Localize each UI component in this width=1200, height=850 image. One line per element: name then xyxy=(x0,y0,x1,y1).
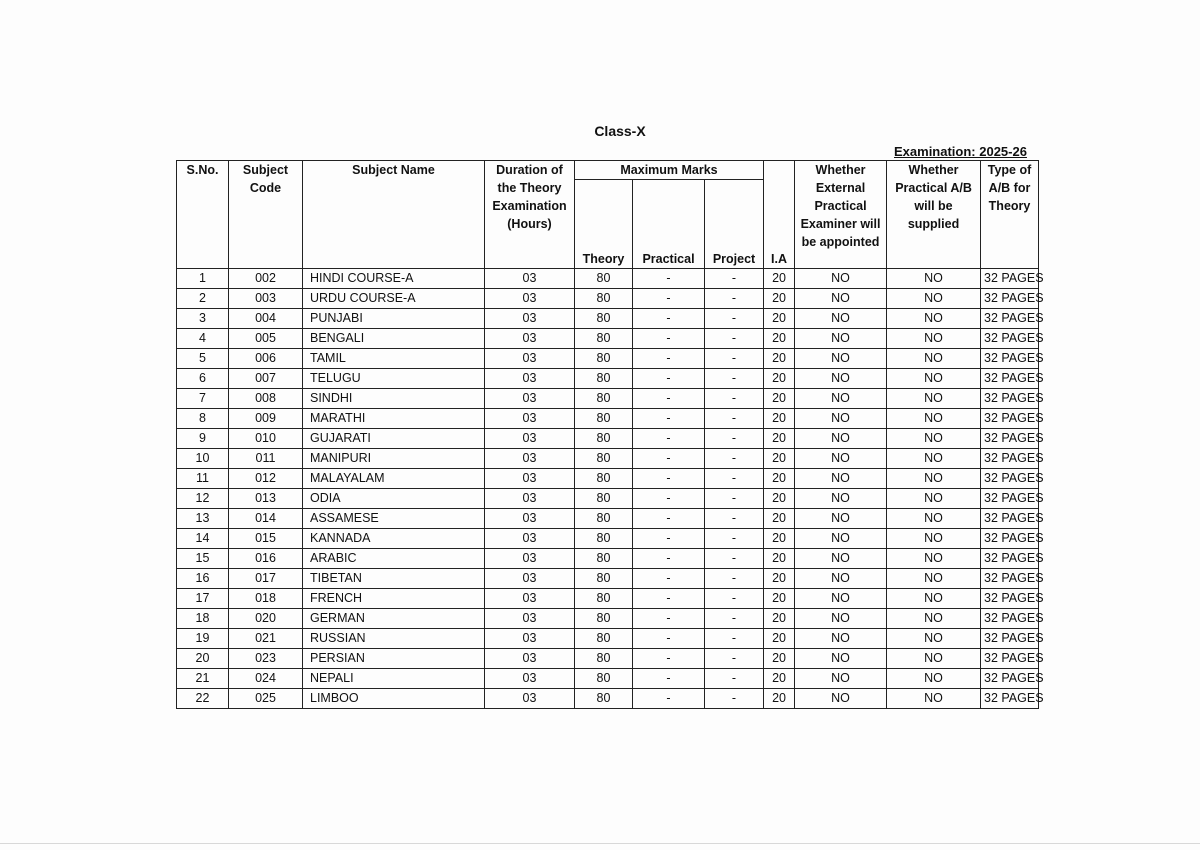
subject-name-cell: ASSAMESE xyxy=(303,509,485,529)
external-examiner-cell: NO xyxy=(795,349,887,369)
ab-type-cell: 32 PAGES xyxy=(981,369,1039,389)
subject-code-cell: 005 xyxy=(229,329,303,349)
external-examiner-cell: NO xyxy=(795,449,887,469)
table-row xyxy=(177,409,1039,429)
practical-ab-cell: NO xyxy=(887,609,981,629)
subject-name-cell: NEPALI xyxy=(303,669,485,689)
practical-marks-cell: - xyxy=(633,649,705,669)
external-examiner-cell: NO xyxy=(795,509,887,529)
table-row xyxy=(177,509,1039,529)
practical-marks-cell: - xyxy=(633,529,705,549)
external-examiner-cell: NO xyxy=(795,549,887,569)
practical-marks-cell: - xyxy=(633,609,705,629)
header-subject-name: Subject Name xyxy=(303,161,485,269)
header-sno: S.No. xyxy=(177,161,229,269)
practical-ab-cell: NO xyxy=(887,409,981,429)
practical-ab-cell: NO xyxy=(887,289,981,309)
project-marks-cell: - xyxy=(705,689,764,709)
subject-code-cell: 023 xyxy=(229,649,303,669)
practical-ab-cell: NO xyxy=(887,349,981,369)
ab-type-cell: 32 PAGES xyxy=(981,569,1039,589)
subject-name-cell: FRENCH xyxy=(303,589,485,609)
practical-marks-cell: - xyxy=(633,369,705,389)
project-marks-cell: - xyxy=(705,289,764,309)
theory-marks-cell: 80 xyxy=(575,469,633,489)
table-row xyxy=(177,689,1039,709)
subject-name-cell: GERMAN xyxy=(303,609,485,629)
project-marks-cell: - xyxy=(705,329,764,349)
ia-marks-cell: 20 xyxy=(764,529,795,549)
external-examiner-cell: NO xyxy=(795,629,887,649)
external-examiner-cell: NO xyxy=(795,609,887,629)
header-maximum-marks: Maximum Marks xyxy=(575,161,764,180)
sno-cell: 11 xyxy=(177,469,229,489)
ab-type-cell: 32 PAGES xyxy=(981,269,1039,289)
project-marks-cell: - xyxy=(705,529,764,549)
external-examiner-cell: NO xyxy=(795,289,887,309)
duration-cell: 03 xyxy=(485,649,575,669)
subject-code-cell: 007 xyxy=(229,369,303,389)
practical-marks-cell: - xyxy=(633,469,705,489)
ab-type-cell: 32 PAGES xyxy=(981,329,1039,349)
sno-cell: 4 xyxy=(177,329,229,349)
sno-cell: 12 xyxy=(177,489,229,509)
sno-cell: 13 xyxy=(177,509,229,529)
ab-type-cell: 32 PAGES xyxy=(981,589,1039,609)
header-duration: Duration of the Theory Examination (Hours) xyxy=(485,161,575,269)
duration-cell: 03 xyxy=(485,589,575,609)
ab-type-cell: 32 PAGES xyxy=(981,529,1039,549)
practical-marks-cell: - xyxy=(633,589,705,609)
table-row xyxy=(177,309,1039,329)
table-row xyxy=(177,289,1039,309)
subject-name-cell: URDU COURSE-A xyxy=(303,289,485,309)
table-row xyxy=(177,449,1039,469)
practical-marks-cell: - xyxy=(633,489,705,509)
sno-cell: 14 xyxy=(177,529,229,549)
practical-ab-cell: NO xyxy=(887,309,981,329)
practical-marks-cell: - xyxy=(633,549,705,569)
ia-marks-cell: 20 xyxy=(764,629,795,649)
ab-type-cell: 32 PAGES xyxy=(981,649,1039,669)
practical-marks-cell: - xyxy=(633,289,705,309)
theory-marks-cell: 80 xyxy=(575,269,633,289)
ab-type-cell: 32 PAGES xyxy=(981,469,1039,489)
duration-cell: 03 xyxy=(485,389,575,409)
project-marks-cell: - xyxy=(705,469,764,489)
ia-marks-cell: 20 xyxy=(764,589,795,609)
ia-marks-cell: 20 xyxy=(764,609,795,629)
subject-code-cell: 020 xyxy=(229,609,303,629)
theory-marks-cell: 80 xyxy=(575,449,633,469)
theory-marks-cell: 80 xyxy=(575,589,633,609)
external-examiner-cell: NO xyxy=(795,649,887,669)
sno-cell: 3 xyxy=(177,309,229,329)
project-marks-cell: - xyxy=(705,669,764,689)
theory-marks-cell: 80 xyxy=(575,289,633,309)
table-row xyxy=(177,389,1039,409)
duration-cell: 03 xyxy=(485,269,575,289)
practical-ab-cell: NO xyxy=(887,509,981,529)
project-marks-cell: - xyxy=(705,509,764,529)
practical-marks-cell: - xyxy=(633,349,705,369)
ia-marks-cell: 20 xyxy=(764,509,795,529)
theory-marks-cell: 80 xyxy=(575,669,633,689)
ia-marks-cell: 20 xyxy=(764,389,795,409)
duration-cell: 03 xyxy=(485,409,575,429)
sno-cell: 1 xyxy=(177,269,229,289)
project-marks-cell: - xyxy=(705,309,764,329)
table-row xyxy=(177,529,1039,549)
duration-cell: 03 xyxy=(485,509,575,529)
external-examiner-cell: NO xyxy=(795,689,887,709)
sno-cell: 5 xyxy=(177,349,229,369)
duration-cell: 03 xyxy=(485,529,575,549)
subject-code-cell: 018 xyxy=(229,589,303,609)
external-examiner-cell: NO xyxy=(795,489,887,509)
duration-cell: 03 xyxy=(485,569,575,589)
subject-code-cell: 021 xyxy=(229,629,303,649)
project-marks-cell: - xyxy=(705,589,764,609)
table-row xyxy=(177,369,1039,389)
project-marks-cell: - xyxy=(705,449,764,469)
practical-marks-cell: - xyxy=(633,409,705,429)
subject-code-cell: 004 xyxy=(229,309,303,329)
ab-type-cell: 32 PAGES xyxy=(981,669,1039,689)
table-row xyxy=(177,549,1039,569)
header-subject-code: Subject Code xyxy=(229,161,303,269)
external-examiner-cell: NO xyxy=(795,529,887,549)
practical-marks-cell: - xyxy=(633,389,705,409)
sno-cell: 19 xyxy=(177,629,229,649)
duration-cell: 03 xyxy=(485,289,575,309)
table-row xyxy=(177,629,1039,649)
ab-type-cell: 32 PAGES xyxy=(981,489,1039,509)
theory-marks-cell: 80 xyxy=(575,389,633,409)
practical-marks-cell: - xyxy=(633,329,705,349)
theory-marks-cell: 80 xyxy=(575,569,633,589)
ia-marks-cell: 20 xyxy=(764,429,795,449)
theory-marks-cell: 80 xyxy=(575,529,633,549)
ia-marks-cell: 20 xyxy=(764,409,795,429)
table-row xyxy=(177,589,1039,609)
sno-cell: 17 xyxy=(177,589,229,609)
ia-marks-cell: 20 xyxy=(764,549,795,569)
practical-ab-cell: NO xyxy=(887,269,981,289)
ia-marks-cell: 20 xyxy=(764,649,795,669)
project-marks-cell: - xyxy=(705,649,764,669)
external-examiner-cell: NO xyxy=(795,309,887,329)
sno-cell: 16 xyxy=(177,569,229,589)
ab-type-cell: 32 PAGES xyxy=(981,629,1039,649)
project-marks-cell: - xyxy=(705,609,764,629)
table-row xyxy=(177,429,1039,449)
header-practical-ab: Whether Practical A/B will be supplied xyxy=(887,161,981,269)
sno-cell: 18 xyxy=(177,609,229,629)
project-marks-cell: - xyxy=(705,409,764,429)
practical-ab-cell: NO xyxy=(887,589,981,609)
subject-name-cell: PERSIAN xyxy=(303,649,485,669)
project-marks-cell: - xyxy=(705,349,764,369)
ab-type-cell: 32 PAGES xyxy=(981,409,1039,429)
duration-cell: 03 xyxy=(485,609,575,629)
table-row xyxy=(177,609,1039,629)
header-practical: Practical xyxy=(633,180,705,269)
table-row xyxy=(177,649,1039,669)
subject-code-cell: 008 xyxy=(229,389,303,409)
ab-type-cell: 32 PAGES xyxy=(981,509,1039,529)
external-examiner-cell: NO xyxy=(795,589,887,609)
duration-cell: 03 xyxy=(485,449,575,469)
sno-cell: 7 xyxy=(177,389,229,409)
ia-marks-cell: 20 xyxy=(764,489,795,509)
project-marks-cell: - xyxy=(705,429,764,449)
duration-cell: 03 xyxy=(485,689,575,709)
table-row xyxy=(177,329,1039,349)
project-marks-cell: - xyxy=(705,369,764,389)
practical-ab-cell: NO xyxy=(887,369,981,389)
theory-marks-cell: 80 xyxy=(575,509,633,529)
table-row xyxy=(177,469,1039,489)
page-title: Class-X xyxy=(594,123,646,139)
ab-type-cell: 32 PAGES xyxy=(981,449,1039,469)
project-marks-cell: - xyxy=(705,269,764,289)
subject-code-cell: 013 xyxy=(229,489,303,509)
practical-ab-cell: NO xyxy=(887,329,981,349)
duration-cell: 03 xyxy=(485,669,575,689)
header-ia: I.A xyxy=(764,161,795,269)
sno-cell: 15 xyxy=(177,549,229,569)
external-examiner-cell: NO xyxy=(795,369,887,389)
external-examiner-cell: NO xyxy=(795,669,887,689)
subject-code-cell: 017 xyxy=(229,569,303,589)
external-examiner-cell: NO xyxy=(795,269,887,289)
subject-name-cell: BENGALI xyxy=(303,329,485,349)
table-row xyxy=(177,349,1039,369)
subject-name-cell: TAMIL xyxy=(303,349,485,369)
project-marks-cell: - xyxy=(705,549,764,569)
theory-marks-cell: 80 xyxy=(575,329,633,349)
duration-cell: 03 xyxy=(485,469,575,489)
duration-cell: 03 xyxy=(485,329,575,349)
header-project: Project xyxy=(705,180,764,269)
practical-ab-cell: NO xyxy=(887,429,981,449)
subject-name-cell: MARATHI xyxy=(303,409,485,429)
subject-code-cell: 010 xyxy=(229,429,303,449)
practical-ab-cell: NO xyxy=(887,469,981,489)
table-body xyxy=(177,269,1044,709)
ab-type-cell: 32 PAGES xyxy=(981,429,1039,449)
project-marks-cell: - xyxy=(705,569,764,589)
ia-marks-cell: 20 xyxy=(764,329,795,349)
practical-marks-cell: - xyxy=(633,669,705,689)
sno-cell: 6 xyxy=(177,369,229,389)
external-examiner-cell: NO xyxy=(795,429,887,449)
subject-name-cell: ARABIC xyxy=(303,549,485,569)
subject-code-cell: 014 xyxy=(229,509,303,529)
practical-ab-cell: NO xyxy=(887,389,981,409)
sno-cell: 21 xyxy=(177,669,229,689)
theory-marks-cell: 80 xyxy=(575,369,633,389)
ia-marks-cell: 20 xyxy=(764,349,795,369)
practical-ab-cell: NO xyxy=(887,489,981,509)
theory-marks-cell: 80 xyxy=(575,629,633,649)
duration-cell: 03 xyxy=(485,549,575,569)
theory-marks-cell: 80 xyxy=(575,309,633,329)
ia-marks-cell: 20 xyxy=(764,469,795,489)
project-marks-cell: - xyxy=(705,489,764,509)
ab-type-cell: 32 PAGES xyxy=(981,689,1039,709)
ia-marks-cell: 20 xyxy=(764,309,795,329)
subject-name-cell: SINDHI xyxy=(303,389,485,409)
duration-cell: 03 xyxy=(485,369,575,389)
table-row xyxy=(177,489,1039,509)
duration-cell: 03 xyxy=(485,349,575,369)
theory-marks-cell: 80 xyxy=(575,689,633,709)
subject-name-cell: KANNADA xyxy=(303,529,485,549)
practical-marks-cell: - xyxy=(633,629,705,649)
practical-ab-cell: NO xyxy=(887,669,981,689)
examination-year: Examination: 2025-26 xyxy=(894,144,1027,159)
ia-marks-cell: 20 xyxy=(764,689,795,709)
sno-cell: 20 xyxy=(177,649,229,669)
table-row xyxy=(177,669,1039,689)
sno-cell: 10 xyxy=(177,449,229,469)
duration-cell: 03 xyxy=(485,629,575,649)
subject-name-cell: TELUGU xyxy=(303,369,485,389)
sno-cell: 2 xyxy=(177,289,229,309)
theory-marks-cell: 80 xyxy=(575,649,633,669)
practical-marks-cell: - xyxy=(633,689,705,709)
header-theory: Theory xyxy=(575,180,633,269)
subject-marks-table xyxy=(176,160,1044,709)
table-header xyxy=(177,161,1039,269)
external-examiner-cell: NO xyxy=(795,329,887,349)
duration-cell: 03 xyxy=(485,429,575,449)
practical-marks-cell: - xyxy=(633,449,705,469)
subject-name-cell: PUNJABI xyxy=(303,309,485,329)
ia-marks-cell: 20 xyxy=(764,669,795,689)
ab-type-cell: 32 PAGES xyxy=(981,349,1039,369)
subject-code-cell: 024 xyxy=(229,669,303,689)
external-examiner-cell: NO xyxy=(795,409,887,429)
duration-cell: 03 xyxy=(485,309,575,329)
ab-type-cell: 32 PAGES xyxy=(981,389,1039,409)
ia-marks-cell: 20 xyxy=(764,269,795,289)
ia-marks-cell: 20 xyxy=(764,569,795,589)
subject-code-cell: 025 xyxy=(229,689,303,709)
subject-code-cell: 002 xyxy=(229,269,303,289)
ab-type-cell: 32 PAGES xyxy=(981,549,1039,569)
project-marks-cell: - xyxy=(705,629,764,649)
header-external-examiner: Whether External Practical Examiner will be appointed xyxy=(795,161,887,269)
scan-edge-divider xyxy=(0,843,1200,844)
sno-cell: 22 xyxy=(177,689,229,709)
project-marks-cell: - xyxy=(705,389,764,409)
practical-marks-cell: - xyxy=(633,569,705,589)
theory-marks-cell: 80 xyxy=(575,349,633,369)
practical-marks-cell: - xyxy=(633,269,705,289)
sno-cell: 9 xyxy=(177,429,229,449)
external-examiner-cell: NO xyxy=(795,389,887,409)
external-examiner-cell: NO xyxy=(795,569,887,589)
ab-type-cell: 32 PAGES xyxy=(981,289,1039,309)
external-examiner-cell: NO xyxy=(795,469,887,489)
subject-code-cell: 012 xyxy=(229,469,303,489)
subject-code-cell: 011 xyxy=(229,449,303,469)
ab-type-cell: 32 PAGES xyxy=(981,309,1039,329)
subject-name-cell: RUSSIAN xyxy=(303,629,485,649)
practical-ab-cell: NO xyxy=(887,449,981,469)
subject-code-cell: 003 xyxy=(229,289,303,309)
subject-code-cell: 006 xyxy=(229,349,303,369)
theory-marks-cell: 80 xyxy=(575,409,633,429)
practical-ab-cell: NO xyxy=(887,529,981,549)
subject-name-cell: MANIPURI xyxy=(303,449,485,469)
theory-marks-cell: 80 xyxy=(575,609,633,629)
table-row xyxy=(177,269,1039,289)
practical-ab-cell: NO xyxy=(887,569,981,589)
theory-marks-cell: 80 xyxy=(575,549,633,569)
subject-code-cell: 016 xyxy=(229,549,303,569)
ab-type-cell: 32 PAGES xyxy=(981,609,1039,629)
ia-marks-cell: 20 xyxy=(764,449,795,469)
ia-marks-cell: 20 xyxy=(764,289,795,309)
practical-ab-cell: NO xyxy=(887,549,981,569)
practical-ab-cell: NO xyxy=(887,689,981,709)
subject-name-cell: LIMBOO xyxy=(303,689,485,709)
practical-ab-cell: NO xyxy=(887,629,981,649)
table-row xyxy=(177,569,1039,589)
practical-marks-cell: - xyxy=(633,509,705,529)
subject-name-cell: HINDI COURSE-A xyxy=(303,269,485,289)
theory-marks-cell: 80 xyxy=(575,489,633,509)
duration-cell: 03 xyxy=(485,489,575,509)
subject-name-cell: TIBETAN xyxy=(303,569,485,589)
subject-name-cell: GUJARATI xyxy=(303,429,485,449)
sno-cell: 8 xyxy=(177,409,229,429)
subject-code-cell: 015 xyxy=(229,529,303,549)
theory-marks-cell: 80 xyxy=(575,429,633,449)
subject-code-cell: 009 xyxy=(229,409,303,429)
header-ab-type: Type of A/B for Theory xyxy=(981,161,1039,269)
practical-ab-cell: NO xyxy=(887,649,981,669)
practical-marks-cell: - xyxy=(633,309,705,329)
practical-marks-cell: - xyxy=(633,429,705,449)
subject-name-cell: MALAYALAM xyxy=(303,469,485,489)
ia-marks-cell: 20 xyxy=(764,369,795,389)
subject-name-cell: ODIA xyxy=(303,489,485,509)
